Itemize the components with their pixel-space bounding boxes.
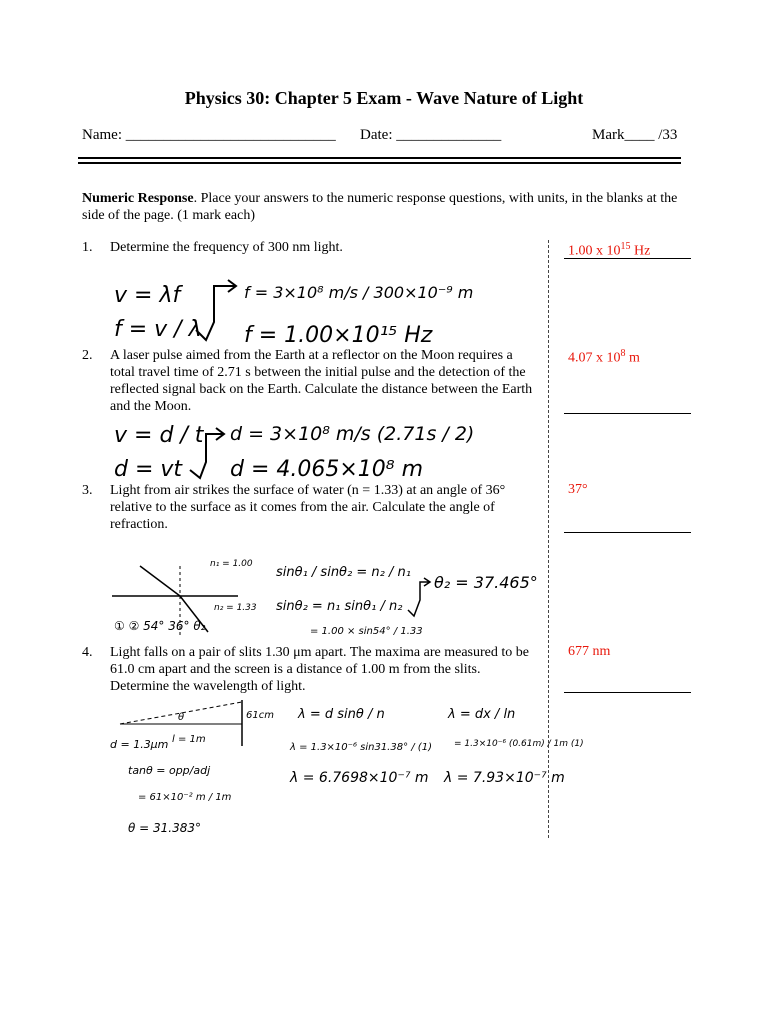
q4-work-theta-result: θ = 31.383° — [128, 821, 202, 835]
header-rule-top — [78, 157, 681, 159]
q3-work-line-2: sinθ₂ = n₁ sinθ₁ / n₂ — [276, 599, 403, 614]
q4-work-result-2: λ = 7.93×10⁻⁷ m — [444, 770, 565, 786]
question-1-number: 1. — [82, 240, 93, 255]
q3-n1-label: n₁ = 1.00 — [210, 559, 253, 569]
question-2-answer — [568, 348, 640, 367]
name-label: Name: — [82, 127, 122, 143]
question-4-answer: 677 nm — [568, 644, 611, 659]
q4-theta-label: θ — [178, 712, 185, 723]
q4-spacing-label: 61cm — [246, 710, 274, 721]
name-blank: ____________________________ — [125, 127, 336, 143]
q4-work-formula-2: λ = dx / ln — [448, 707, 516, 722]
date-blank: ______________ — [396, 127, 502, 143]
question-3-handwritten-work — [110, 552, 560, 640]
question-2-answer-base: 4.07 x 10 — [568, 350, 621, 366]
question-1-text: Determine the frequency of 300 nm light. — [110, 240, 343, 255]
question-3-number: 3. — [82, 483, 93, 498]
name-field — [82, 127, 336, 144]
q4-work-result-1: λ = 6.7698×10⁻⁷ m — [290, 770, 429, 786]
question-1-answer-unit: Hz — [630, 243, 651, 259]
question-4-number: 4. — [82, 645, 93, 660]
question-2-answer-exponent: 8 — [620, 348, 626, 359]
q1-work-line-2: f = v / λ — [114, 317, 202, 342]
q2-work-line-2: d = vt — [114, 457, 183, 482]
q3-arrow — [408, 578, 430, 616]
question-4-text: Light falls on a pair of slits 1.30 μm apart. The maxima are measured to be 61.0 cm apart and the screen is a distance of 1.00 m from the slits. Determine the wavelength of light. — [110, 645, 529, 694]
q3-n2-label: n₂ = 1.33 — [214, 603, 257, 613]
q4-work-slit-separation: d = 1.3μm — [110, 738, 169, 751]
mark-field: Mark____ /33 — [592, 127, 678, 143]
question-3-text: Light from air strikes the surface of water (n = 1.33) at an angle of 36° relative to the surface as it comes from the air. Calculate the angle of refraction. — [110, 483, 506, 532]
question-3-answer-blank[interactable] — [564, 532, 691, 533]
question-2-text: A laser pulse aimed from the Earth at a reflector on the Moon requires a total travel time of 2.71 s between the initial pulse and the detection of the reflected signal back on the Earth. Calculate the distance between the Earth and the Moon. — [110, 348, 533, 414]
q4-work-substitution-2: = 1.3×10⁻⁶ (0.61m) / 1m (1) — [454, 739, 584, 749]
q2-work-line-4: d = 4.065×10⁸ m — [230, 457, 424, 482]
q4-length-label: l = 1m — [172, 734, 206, 745]
question-1-answer-exponent: 15 — [620, 241, 631, 252]
question-1-handwritten-work — [110, 272, 530, 348]
q3-work-line-4: θ₂ = 37.465° — [434, 573, 538, 592]
q3-work-line-3: = 1.00 × sin54° / 1.33 — [310, 626, 423, 637]
q1-arrow — [196, 280, 236, 340]
q3-refraction-diagram — [112, 566, 238, 636]
question-2-answer-unit: m — [625, 350, 640, 366]
q4-work-substitution-1: λ = 1.3×10⁻⁶ sin31.38° / (1) — [290, 742, 432, 753]
page-title: Physics 30: Chapter 5 Exam - Wave Nature of Light — [184, 88, 584, 108]
question-4-handwritten-work — [110, 694, 584, 840]
section-instructions-text: . Place your answers to the numeric response questions, with units, in the blanks at the side of the page. (1 mark each) — [82, 191, 678, 223]
q4-work-tan: tanθ = opp/adj — [128, 764, 211, 777]
question-2-number: 2. — [82, 348, 93, 363]
section-heading: Numeric Response — [82, 191, 194, 206]
question-2-answer-blank[interactable] — [564, 413, 691, 414]
q1-work-line-1: v = λf — [114, 283, 181, 308]
question-1-answer — [568, 241, 650, 260]
date-label: Date: — [360, 127, 393, 143]
question-4-answer-blank[interactable] — [564, 692, 691, 693]
q3-work-line-1: sinθ₁ / sinθ₂ = n₂ / n₁ — [276, 565, 411, 580]
question-1-answer-base: 1.00 x 10 — [568, 243, 621, 259]
header-rule-bottom — [78, 162, 681, 164]
q3-incident-ray — [140, 566, 180, 596]
section-instructions — [82, 190, 682, 224]
q2-work-line-1: v = d / t — [114, 423, 204, 448]
q2-work-line-3: d = 3×10⁸ m/s (2.71s / 2) — [230, 423, 475, 445]
date-field — [360, 127, 501, 144]
q3-diagram-labels: ① ② 54° 36° θ₂ — [114, 619, 206, 633]
question-2-handwritten-work — [110, 416, 530, 482]
question-1-answer-blank[interactable] — [564, 258, 691, 259]
q1-work-line-4: f = 1.00×10¹⁵ Hz — [244, 323, 433, 348]
question-3-answer: 37° — [568, 482, 588, 497]
q4-work-formula-1: λ = d sinθ / n — [298, 707, 385, 722]
q4-work-tan-values: = 61×10⁻² m / 1m — [138, 792, 232, 803]
q1-work-line-3: f = 3×10⁸ m/s / 300×10⁻⁹ m — [244, 283, 474, 302]
